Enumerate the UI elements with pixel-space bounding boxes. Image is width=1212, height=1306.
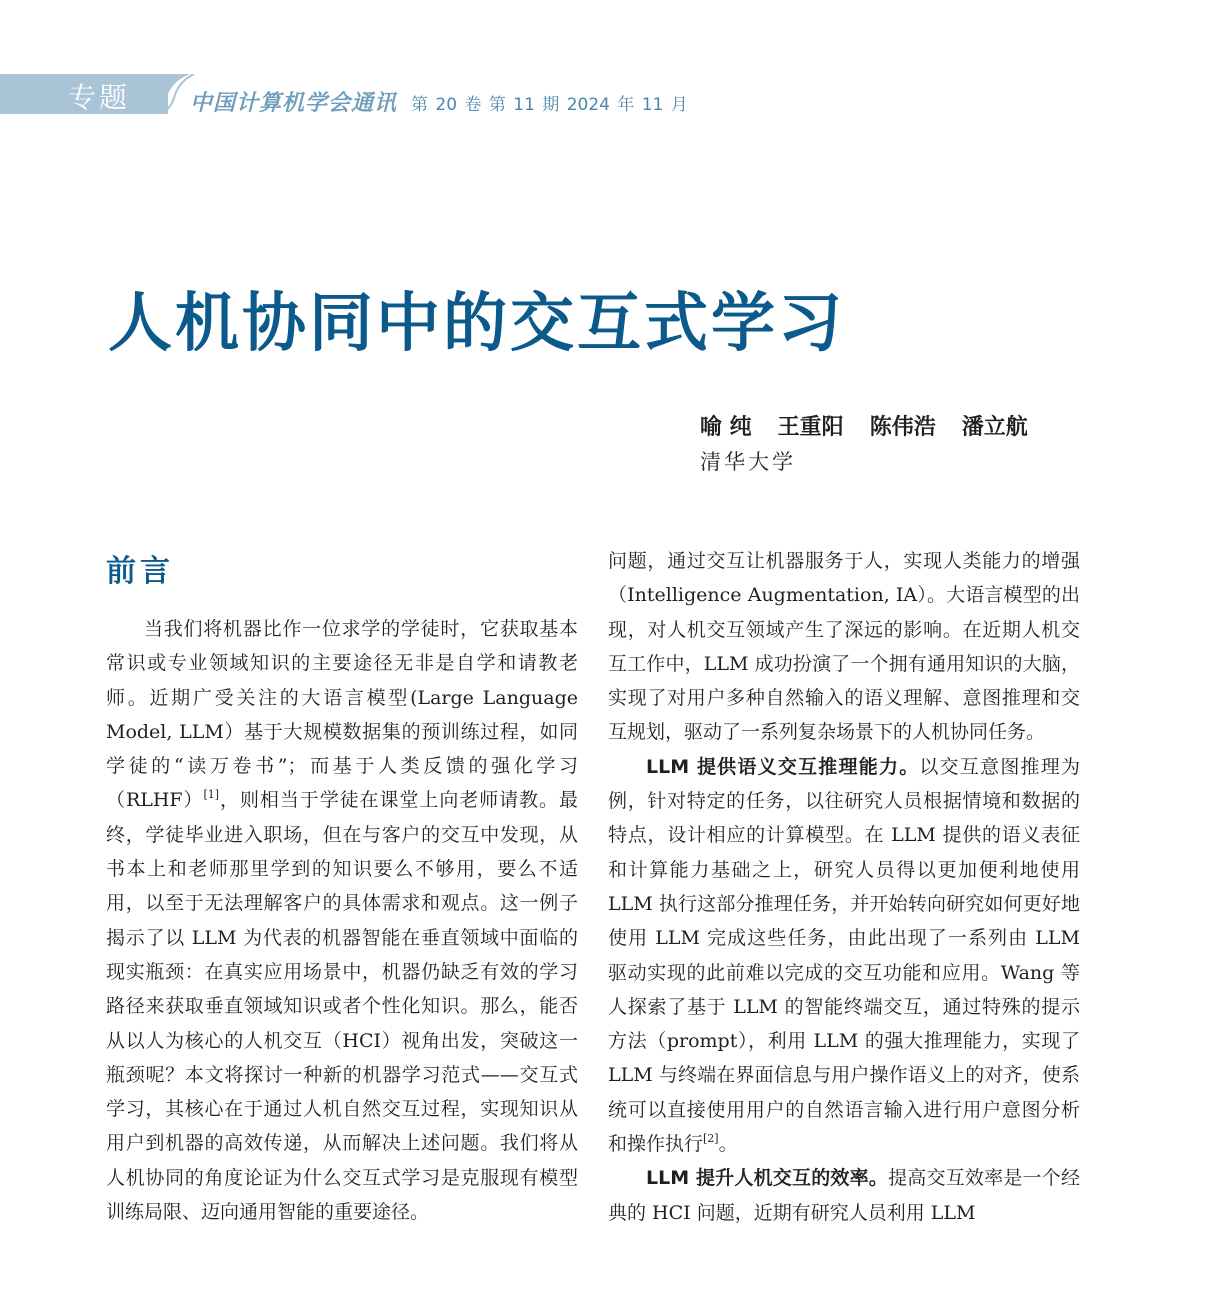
author-name: 喻 纯 bbox=[700, 415, 752, 440]
citation-ref[interactable]: [2] bbox=[703, 1132, 719, 1146]
section-tag: 专题 bbox=[68, 81, 131, 114]
author-name: 潘立航 bbox=[961, 415, 1028, 440]
body-paragraph bbox=[608, 1161, 1080, 1230]
paragraph-lead: LLM 提供语义交互推理能力。 bbox=[646, 755, 920, 778]
paragraph-text: 以交互意图推理为例，针对特定的任务，以往研究人员根据情境和数据的特点，设计相应的计算模型。在 LLM 提供的语义表征和计算能力基础之上，研究人员得以更加便利地使用 LLM 执行这部分推理任务，并开始转向研究如何更好地使用 LLM 完成这些任务，由此出现了一系列由 LLM 驱动实现的此前难以完成的交互功能和应用。Wang 等人探索了基于 LLM 的智能终端交互，通过特殊的提示方法（prompt），利用 LLM 的强大推理能力，实现了 LLM 与终端在界面信息与用户操作语义上的对齐，使系统可以直接使用用户的自然语言输入进行用户意图分析和操作执行 bbox=[608, 755, 1080, 1156]
citation-ref[interactable]: [1] bbox=[203, 788, 220, 802]
paragraph-text: 。 bbox=[718, 1133, 738, 1156]
journal-header bbox=[190, 86, 688, 117]
journal-name: 中国计算机学会通讯 bbox=[190, 90, 398, 116]
paragraph-text: 提高交互效率是一个经典的 HCI 问题，近期有研究人员利用 LLM bbox=[608, 1167, 1080, 1224]
paragraph-lead: LLM 提升人机交互的效率。 bbox=[646, 1167, 889, 1190]
paragraph-text: ，则相当于学徒在课堂上向老师请教。最终，学徒毕业进入职场，但在与客户的交互中发现，从书本上和老师那里学到的知识要么不够用，要么不适用，以至于无法理解客户的具体需求和观点。这一例子揭示了以 LLM 为代表的机器智能在垂直领域中面临的现实瓶颈：在真实应用场景中，机器仍缺乏有效的学习路径来获取垂直领域知识或者个性化知识。那么，能否从以人为核心的人机交互（HCI）视角出发，突破这一瓶颈呢？本文将探讨一种新的机器学习范式——交互式学习，其核心在于通过人机自然交互过程，实现知识从用户到机器的高效传递，从而解决上述问题。我们将从人机协同的角度论证为什么交互式学习是克服现有模型训练局限、迈向通用智能的重要途径。 bbox=[106, 789, 578, 1224]
author-name: 陈伟浩 bbox=[869, 415, 936, 440]
affiliation: 清华大学 bbox=[700, 450, 796, 474]
section-heading: 前言 bbox=[106, 554, 174, 589]
author-list bbox=[700, 410, 1028, 441]
body-paragraph bbox=[608, 750, 1080, 1162]
journal-issue: 第 20 卷 第 11 期 2024 年 11 月 bbox=[411, 95, 688, 115]
body-paragraph: 问题，通过交互让机器服务于人，实现人类能力的增强（Intelligence Augmentation, IA）。大语言模型的出现，对人机交互领域产生了深远的影响。在近期人机交互工作中，LLM 成功扮演了一个拥有通用知识的大脑，实现了对用户多种自然输入的语义理解、意图推理和交互规划，驱动了一系列复杂场景下的人机协同任务。 bbox=[608, 550, 1080, 744]
body-paragraph bbox=[106, 612, 578, 1229]
body-column-left bbox=[106, 612, 578, 1229]
body-column-right bbox=[608, 544, 1080, 1230]
author-name: 王重阳 bbox=[777, 415, 844, 440]
article-title: 人机协同中的交互式学习 bbox=[108, 287, 845, 361]
paragraph-text: 当我们将机器比作一位求学的学徒时，它获取基本常识或专业领域知识的主要途径无非是自学和请教老师。近期广受关注的大语言模型(Large Language Model, LLM）基于大规模数据集的预训练过程，如同学徒的“读万卷书”；而基于人类反馈的强化学习（RLHF） bbox=[106, 618, 578, 812]
